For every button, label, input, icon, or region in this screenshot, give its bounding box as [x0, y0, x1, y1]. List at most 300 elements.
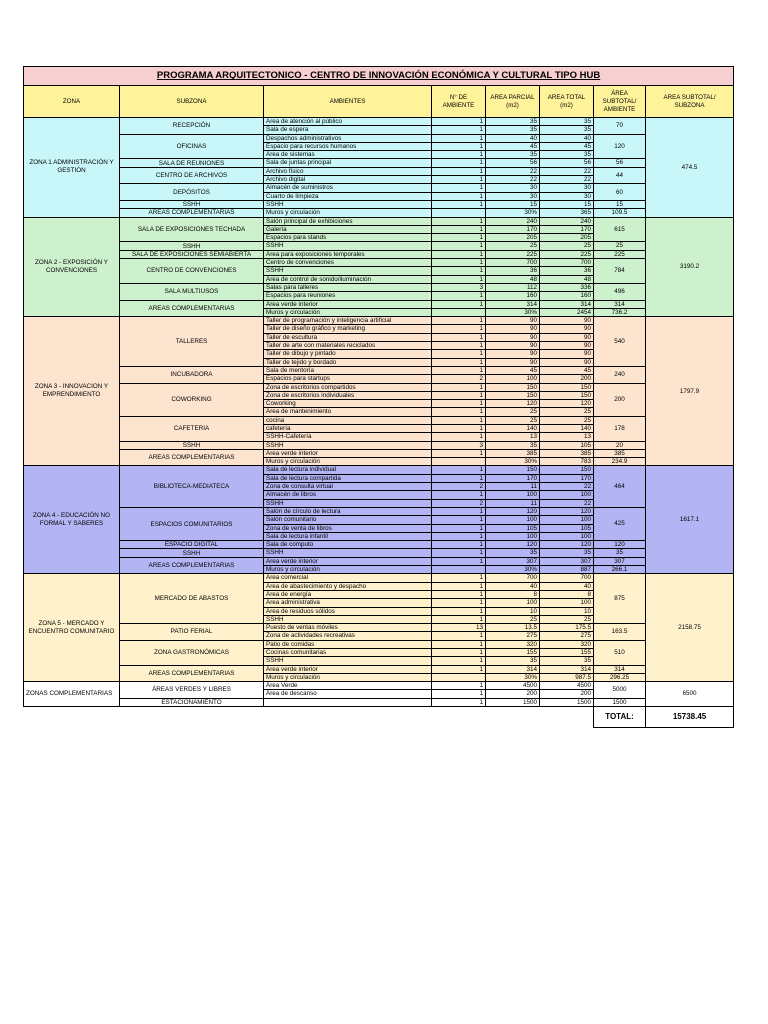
- ambiente-cell: Sala de computo: [264, 541, 432, 549]
- ambiente-cell: Coworking: [264, 400, 432, 408]
- count-cell: 1: [432, 126, 486, 134]
- count-cell: 1: [432, 176, 486, 184]
- zone-cell: ZONA 1 ADMINISTRACIÓN Y GESTIÓN: [24, 118, 120, 218]
- count-cell: 1: [432, 400, 486, 408]
- subzone-cell: SALA DE EXPOSICIONES TECHADA: [120, 217, 264, 242]
- area-total-cell: 887: [540, 566, 594, 574]
- area-parcial-cell: 4500: [486, 682, 540, 690]
- table-row: [24, 574, 734, 582]
- count-cell: 1: [432, 267, 486, 275]
- area-parcial-cell: 90: [486, 325, 540, 333]
- count-cell: 1: [432, 574, 486, 582]
- count-cell: 1: [432, 541, 486, 549]
- ambiente-cell: Taller de arte con materiales reciclados: [264, 342, 432, 350]
- subzone-cell: AREAS COMPLEMENTARIAS: [120, 449, 264, 466]
- ambiente-cell: Salón principal de exhibiciones: [264, 217, 432, 225]
- count-cell: 1: [432, 184, 486, 192]
- count-cell: 1: [432, 665, 486, 673]
- area-total-cell: 40: [540, 134, 594, 142]
- area-parcial-cell: 700: [486, 574, 540, 582]
- ambiente-cell: Zona de actividades recreativas: [264, 632, 432, 640]
- table-row: [24, 209, 734, 217]
- area-total-cell: 700: [540, 574, 594, 582]
- header-ambientes: AMBIENTES: [264, 86, 432, 118]
- area-total-cell: 90: [540, 350, 594, 358]
- subzone-cell: AREAS COMPLEMENTARIAS: [120, 300, 264, 317]
- area-parcial-cell: 11: [486, 483, 540, 491]
- area-total-cell: 25: [540, 408, 594, 416]
- count-cell: [432, 458, 486, 466]
- table-row: [24, 466, 734, 474]
- subzone-cell: SSHH: [120, 200, 264, 208]
- area-parcial-cell: 30%: [486, 308, 540, 316]
- area-total-cell: 25: [540, 615, 594, 623]
- count-cell: 1: [432, 682, 486, 690]
- subzone-cell: CENTRO DE ARCHIVOS: [120, 167, 264, 184]
- area-parcial-cell: 170: [486, 225, 540, 233]
- count-cell: 1: [432, 192, 486, 200]
- area-parcial-cell: 35: [486, 657, 540, 665]
- ambiente-cell: Salas para talleres: [264, 283, 432, 291]
- count-cell: 1: [432, 524, 486, 532]
- ambiente-cell: SSHH-Cafetería: [264, 433, 432, 441]
- table-row: [24, 134, 734, 142]
- area-total-cell: 40: [540, 582, 594, 590]
- header-subzona: SUBZONA: [120, 86, 264, 118]
- area-parcial-cell: 200: [486, 690, 540, 698]
- subtotal-subzona-cell: 6500: [646, 682, 734, 707]
- count-cell: 1: [432, 350, 486, 358]
- count-cell: 1: [432, 317, 486, 325]
- table-row: [24, 167, 734, 175]
- ambiente-cell: Zona de consulta virtual: [264, 483, 432, 491]
- area-total-cell: 90: [540, 317, 594, 325]
- subtotal-ambiente-cell: 510: [594, 640, 646, 665]
- table-row: [24, 541, 734, 549]
- area-total-cell: 307: [540, 557, 594, 565]
- count-cell: 1: [432, 300, 486, 308]
- subtotal-ambiente-cell: 56: [594, 159, 646, 167]
- subtotal-ambiente-cell: 120: [594, 541, 646, 549]
- area-total-cell: 385: [540, 449, 594, 457]
- area-parcial-cell: 320: [486, 640, 540, 648]
- count-cell: 1: [432, 118, 486, 126]
- subtotal-ambiente-cell: 240: [594, 366, 646, 383]
- ambiente-cell: SSHH: [264, 615, 432, 623]
- area-parcial-cell: 40: [486, 134, 540, 142]
- ambiente-cell: Muros y circulación: [264, 566, 432, 574]
- ambiente-cell: Área verde interior: [264, 665, 432, 673]
- area-parcial-cell: 150: [486, 383, 540, 391]
- area-parcial-cell: 240: [486, 217, 540, 225]
- ambiente-cell: SSHH: [264, 549, 432, 557]
- area-parcial-cell: 90: [486, 350, 540, 358]
- area-total-cell: 15: [540, 200, 594, 208]
- area-total-cell: 56: [540, 159, 594, 167]
- area-parcial-cell: 170: [486, 474, 540, 482]
- ambiente-cell: Área de energía: [264, 590, 432, 598]
- subzone-cell: AREAS COMPLEMENTARIAS: [120, 209, 264, 217]
- ambiente-cell: Espacios para stands: [264, 234, 432, 242]
- ambiente-cell: Taller de diseño gráfico y marketing: [264, 325, 432, 333]
- subzone-cell: SSHH: [120, 441, 264, 449]
- count-cell: 1: [432, 217, 486, 225]
- area-total-cell: 48: [540, 275, 594, 283]
- subtotal-ambiente-cell: 540: [594, 317, 646, 367]
- area-parcial-cell: 56: [486, 159, 540, 167]
- count-cell: 1: [432, 383, 486, 391]
- area-parcial-cell: 10: [486, 607, 540, 615]
- area-parcial-cell: 105: [486, 524, 540, 532]
- count-cell: 3: [432, 441, 486, 449]
- count-cell: 1: [432, 582, 486, 590]
- ambiente-cell: Área verde interior: [264, 449, 432, 457]
- ambiente-cell: Área Verde: [264, 682, 432, 690]
- area-total-cell: 30: [540, 184, 594, 192]
- area-parcial-cell: 30%: [486, 673, 540, 681]
- area-parcial-cell: 90: [486, 333, 540, 341]
- subzone-cell: AREAS COMPLEMENTARIAS: [120, 557, 264, 574]
- ambiente-cell: SSHH: [264, 499, 432, 507]
- area-total-cell: 22: [540, 167, 594, 175]
- table-row: [24, 200, 734, 208]
- ambiente-cell: Área administrativa: [264, 599, 432, 607]
- count-cell: 1: [432, 532, 486, 540]
- area-parcial-cell: 120: [486, 400, 540, 408]
- subtotal-subzona-cell: 2158.75: [646, 574, 734, 682]
- area-parcial-cell: 150: [486, 466, 540, 474]
- area-total-cell: 783: [540, 458, 594, 466]
- ambiente-cell: Galería: [264, 225, 432, 233]
- title-row: [24, 67, 734, 86]
- area-total-cell: 200: [540, 375, 594, 383]
- table-row: [24, 259, 734, 267]
- ambiente-cell: Sala de lectura compartida: [264, 474, 432, 482]
- subzone-cell: AREAS COMPLEMENTARIAS: [120, 665, 264, 682]
- area-total-cell: 240: [540, 217, 594, 225]
- area-parcial-cell: 314: [486, 300, 540, 308]
- ambiente-cell: Taller de dibujo y pintado: [264, 350, 432, 358]
- area-parcial-cell: 385: [486, 449, 540, 457]
- count-cell: 2: [432, 375, 486, 383]
- count-cell: 1: [432, 507, 486, 515]
- ambiente-cell: Cuarto de limpieza: [264, 192, 432, 200]
- ambiente-cell: Taller de tejido y bordado: [264, 358, 432, 366]
- subzone-cell: SALA MULTIUSOS: [120, 283, 264, 300]
- area-parcial-cell: 35: [486, 441, 540, 449]
- subtotal-ambiente-cell: 875: [594, 574, 646, 624]
- subtotal-ambiente-cell: 25: [594, 242, 646, 250]
- subzone-cell: MERCADO DE ABASTOS: [120, 574, 264, 624]
- subtotal-ambiente-cell: 296.25: [594, 673, 646, 681]
- area-parcial-cell: 11: [486, 499, 540, 507]
- area-parcial-cell: 100: [486, 491, 540, 499]
- area-parcial-cell: 35: [486, 151, 540, 159]
- area-parcial-cell: 155: [486, 649, 540, 657]
- subzone-cell: INCUBADORA: [120, 366, 264, 383]
- count-cell: [432, 308, 486, 316]
- subzone-cell: ESTACIONAMIENTO: [120, 698, 264, 706]
- area-total-cell: 35: [540, 118, 594, 126]
- count-cell: 3: [432, 283, 486, 291]
- subzone-cell: SSHH: [120, 549, 264, 557]
- subtotal-ambiente-cell: 120: [594, 134, 646, 159]
- area-total-cell: 175.5: [540, 624, 594, 632]
- subzone-cell: SALA DE EXPOSICIONES SEMIABIERTA: [120, 250, 264, 258]
- count-cell: 1: [432, 275, 486, 283]
- ambiente-cell: Puesto de ventas móviles: [264, 624, 432, 632]
- area-total-cell: 120: [540, 400, 594, 408]
- area-total-cell: 100: [540, 491, 594, 499]
- area-total-cell: 120: [540, 541, 594, 549]
- zone-cell: ZONAS COMPLEMENTARIAS: [24, 682, 120, 707]
- ambiente-cell: Almacén de suministros: [264, 184, 432, 192]
- ambiente-cell: Taller de escultura: [264, 333, 432, 341]
- area-parcial-cell: 30: [486, 184, 540, 192]
- count-cell: 1: [432, 134, 486, 142]
- total-spacer: [24, 707, 594, 728]
- area-total-cell: 365: [540, 209, 594, 217]
- count-cell: 1: [432, 474, 486, 482]
- area-parcial-cell: 22: [486, 176, 540, 184]
- area-parcial-cell: 307: [486, 557, 540, 565]
- area-total-cell: 150: [540, 391, 594, 399]
- ambiente-cell: Sala de lectura infantil: [264, 532, 432, 540]
- ambiente-cell: Espacio para recursos humanos: [264, 142, 432, 150]
- subzone-cell: RECEPCIÓN: [120, 118, 264, 135]
- count-cell: [432, 209, 486, 217]
- area-parcial-cell: 8: [486, 590, 540, 598]
- area-parcial-cell: 140: [486, 424, 540, 432]
- subtotal-ambiente-cell: 60: [594, 184, 646, 201]
- count-cell: 1: [432, 259, 486, 267]
- subtotal-ambiente-cell: 20: [594, 441, 646, 449]
- ambiente-cell: [264, 698, 432, 706]
- area-total-cell: 275: [540, 632, 594, 640]
- area-total-cell: 25: [540, 416, 594, 424]
- area-total-cell: 336: [540, 283, 594, 291]
- area-parcial-cell: 90: [486, 317, 540, 325]
- ambiente-cell: Sala de espera: [264, 126, 432, 134]
- area-total-cell: 140: [540, 424, 594, 432]
- area-total-cell: 105: [540, 441, 594, 449]
- count-cell: 1: [432, 167, 486, 175]
- count-cell: 1: [432, 234, 486, 242]
- count-cell: 1: [432, 449, 486, 457]
- subtotal-ambiente-cell: 225: [594, 250, 646, 258]
- count-cell: 1: [432, 151, 486, 159]
- ambiente-cell: Zona de escritorios compartidos: [264, 383, 432, 391]
- subtotal-ambiente-cell: 35: [594, 549, 646, 557]
- count-cell: 1: [432, 225, 486, 233]
- area-total-cell: 700: [540, 259, 594, 267]
- table-row: [24, 640, 734, 648]
- area-total-cell: 35: [540, 151, 594, 159]
- ambiente-cell: Archivo físico: [264, 167, 432, 175]
- subzone-cell: ESPACIO DIGITAL: [120, 541, 264, 549]
- ambiente-cell: Muros y circulación: [264, 458, 432, 466]
- area-total-cell: 90: [540, 342, 594, 350]
- count-cell: 1: [432, 690, 486, 698]
- area-parcial-cell: 100: [486, 516, 540, 524]
- count-cell: 1: [432, 640, 486, 648]
- subtotal-subzona-cell: 1797.9: [646, 317, 734, 466]
- count-cell: 1: [432, 557, 486, 565]
- table-row: [24, 366, 734, 374]
- area-parcial-cell: 100: [486, 599, 540, 607]
- area-total-cell: 105: [540, 524, 594, 532]
- count-cell: 1: [432, 333, 486, 341]
- subzone-cell: ÁREAS VERDES Y LIBRES: [120, 682, 264, 699]
- area-parcial-cell: 15: [486, 200, 540, 208]
- subzone-cell: ESPACIOS COMUNITARIOS: [120, 507, 264, 540]
- header-subtotal-ambiente: ÁREA SUBTOTAL/ AMBIENTE: [594, 86, 646, 118]
- subzone-cell: TALLERES: [120, 317, 264, 367]
- subtotal-ambiente-cell: 784: [594, 259, 646, 284]
- count-cell: 1: [432, 200, 486, 208]
- count-cell: 1: [432, 408, 486, 416]
- ambiente-cell: Sala de juntas principal: [264, 159, 432, 167]
- ambiente-cell: SSHH: [264, 657, 432, 665]
- area-parcial-cell: 35: [486, 549, 540, 557]
- table-row: [24, 317, 734, 325]
- table-row: [24, 217, 734, 225]
- area-total-cell: 987.5: [540, 673, 594, 681]
- zone-cell: ZONA 5 - MERCADO Y ENCUENTRO COMUNITARIO: [24, 574, 120, 682]
- area-parcial-cell: 48: [486, 275, 540, 283]
- table-row: [24, 250, 734, 258]
- header-num-ambiente: N° DE AMBIENTE: [432, 86, 486, 118]
- count-cell: 1: [432, 590, 486, 598]
- subtotal-ambiente-cell: 425: [594, 507, 646, 540]
- ambiente-cell: Área de atención al público: [264, 118, 432, 126]
- area-total-cell: 8: [540, 590, 594, 598]
- subzone-cell: CENTRO DE CONVENCIONES: [120, 259, 264, 284]
- count-cell: [432, 566, 486, 574]
- area-total-cell: 205: [540, 234, 594, 242]
- ambiente-cell: Área de abastecimiento y despacho: [264, 582, 432, 590]
- area-parcial-cell: 36: [486, 267, 540, 275]
- count-cell: 1: [432, 615, 486, 623]
- area-total-cell: 36: [540, 267, 594, 275]
- table-row: [24, 507, 734, 515]
- ambiente-cell: SSHH: [264, 441, 432, 449]
- count-cell: 1: [432, 466, 486, 474]
- table-row: [24, 118, 734, 126]
- ambiente-cell: Sala de mentoría: [264, 366, 432, 374]
- table-row: [24, 665, 734, 673]
- table-row: [24, 682, 734, 690]
- subtotal-ambiente-cell: 163.5: [594, 624, 646, 641]
- area-total-cell: 200: [540, 690, 594, 698]
- zone-cell: ZONA 4 - EDUCACIÓN NO FORMAL Y SABERES: [24, 466, 120, 574]
- area-total-cell: 25: [540, 242, 594, 250]
- area-parcial-cell: 25: [486, 408, 540, 416]
- table-row: [24, 242, 734, 250]
- area-parcial-cell: 150: [486, 391, 540, 399]
- area-parcial-cell: 100: [486, 532, 540, 540]
- area-parcial-cell: 120: [486, 507, 540, 515]
- count-cell: 1: [432, 342, 486, 350]
- area-total-cell: 225: [540, 250, 594, 258]
- ambiente-cell: Centro de convenciones: [264, 259, 432, 267]
- total-value: 15738.45: [646, 707, 734, 728]
- ambiente-cell: Área verde interior: [264, 300, 432, 308]
- subtotal-ambiente-cell: 464: [594, 466, 646, 507]
- area-total-cell: 90: [540, 325, 594, 333]
- area-total-cell: 170: [540, 225, 594, 233]
- count-cell: 1: [432, 516, 486, 524]
- area-parcial-cell: 100: [486, 375, 540, 383]
- area-parcial-cell: 120: [486, 541, 540, 549]
- count-cell: 2: [432, 483, 486, 491]
- table-row: [24, 184, 734, 192]
- ambiente-cell: SSHH: [264, 200, 432, 208]
- area-total-cell: 30: [540, 192, 594, 200]
- ambiente-cell: cocina: [264, 416, 432, 424]
- count-cell: 1: [432, 292, 486, 300]
- area-total-cell: 35: [540, 126, 594, 134]
- area-total-cell: 320: [540, 640, 594, 648]
- table-row: [24, 441, 734, 449]
- area-total-cell: 90: [540, 333, 594, 341]
- header-area-total: AREA TOTAL (m2): [540, 86, 594, 118]
- area-total-cell: 314: [540, 665, 594, 673]
- count-cell: 1: [432, 649, 486, 657]
- header-row: [24, 86, 734, 118]
- table-row: [24, 624, 734, 632]
- area-parcial-cell: 205: [486, 234, 540, 242]
- ambiente-cell: Muros y circulación: [264, 209, 432, 217]
- ambiente-cell: Salón comunitario: [264, 516, 432, 524]
- subzone-cell: SALA DE REUNIONES: [120, 159, 264, 167]
- header-subtotal-subzona: AREA SUBTOTAL/ SUBZONA: [646, 86, 734, 118]
- subtotal-subzona-cell: 474.5: [646, 118, 734, 218]
- area-parcial-cell: 275: [486, 632, 540, 640]
- ambiente-cell: Patio de comidas: [264, 640, 432, 648]
- area-total-cell: 45: [540, 366, 594, 374]
- area-parcial-cell: 30: [486, 192, 540, 200]
- area-parcial-cell: 30%: [486, 458, 540, 466]
- area-parcial-cell: 225: [486, 250, 540, 258]
- count-cell: 1: [432, 325, 486, 333]
- ambiente-cell: Espacios para reuniones: [264, 292, 432, 300]
- area-total-cell: 155: [540, 649, 594, 657]
- ambiente-cell: cafetería: [264, 424, 432, 432]
- subtotal-ambiente-cell: 307: [594, 557, 646, 565]
- ambiente-cell: SSHH: [264, 267, 432, 275]
- ambiente-cell: Sala de lectura individual: [264, 466, 432, 474]
- subtotal-ambiente-cell: 44: [594, 167, 646, 184]
- ambiente-cell: Archivo digital: [264, 176, 432, 184]
- area-parcial-cell: 1500: [486, 698, 540, 706]
- page-title: PROGRAMA ARQUITECTONICO - CENTRO DE INNOVACIÓN ECONÓMICA Y CULTURAL TIPO HUB: [24, 67, 734, 86]
- subtotal-ambiente-cell: 70: [594, 118, 646, 135]
- area-parcial-cell: 25: [486, 242, 540, 250]
- count-cell: 1: [432, 549, 486, 557]
- count-cell: 1: [432, 632, 486, 640]
- count-cell: 1: [432, 159, 486, 167]
- program-sheet: [23, 66, 733, 728]
- count-cell: 1: [432, 250, 486, 258]
- count-cell: 1: [432, 391, 486, 399]
- ambiente-cell: Despachos administrativos: [264, 134, 432, 142]
- ambiente-cell: Cocinas comunitarias: [264, 649, 432, 657]
- ambiente-cell: Área verde interior: [264, 557, 432, 565]
- count-cell: 1: [432, 424, 486, 432]
- subtotal-ambiente-cell: 178: [594, 416, 646, 441]
- count-cell: 1: [432, 599, 486, 607]
